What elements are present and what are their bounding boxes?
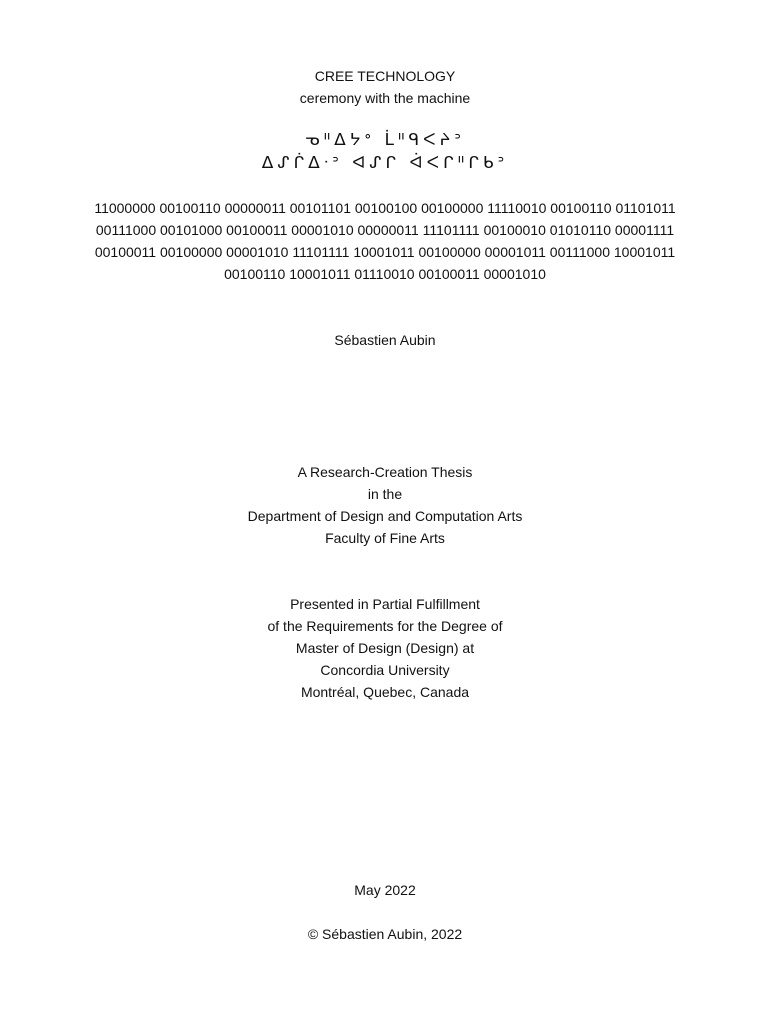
thesis-type: A Research-Creation Thesis [297,464,473,480]
binary-line: 00100110 10001011 01110010 00100011 00001010 [224,266,546,282]
syllabics-line-1: ᓀᐦᐃᔭᐤ ᒫᐦᑫᐸᔨᐣ [305,130,465,150]
binary-line: 11000000 00100110 00000011 00101101 00100100 00100000 11110010 00100110 01101011 [94,200,676,216]
syllabics-line-2: ᐃᔑᒌᐃᐧᐣ ᐊᔑᒋ ᐋᐸᒋᐦᒋᑲᐣ [261,153,509,173]
binary-line: 00111000 00101000 00100011 00001010 00000011 11101111 00100010 01010110 00001111 [95,222,675,238]
university-line: Concordia University [320,662,450,678]
thesis-in-the: in the [367,486,403,502]
thesis-title: CREE TECHNOLOGY [314,68,456,84]
copyright-notice: © Sébastien Aubin, 2022 [307,926,463,942]
fulfillment-line-2: of the Requirements for the Degree of [267,618,503,634]
thesis-subtitle: ceremony with the machine [299,90,471,106]
faculty: Faculty of Fine Arts [325,530,445,546]
fulfillment-line-1: Presented in Partial Fulfillment [290,596,480,612]
binary-text-block [60,197,710,285]
department: Department of Design and Computation Arts [247,508,523,524]
binary-line: 00100011 00100000 00001010 11101111 10001011 00100000 00001011 00111000 10001011 [94,244,676,260]
location-line: Montréal, Quebec, Canada [300,684,470,700]
author-name: Sébastien Aubin [334,332,436,348]
thesis-date: May 2022 [354,882,416,898]
degree-line: Master of Design (Design) at [295,640,475,656]
